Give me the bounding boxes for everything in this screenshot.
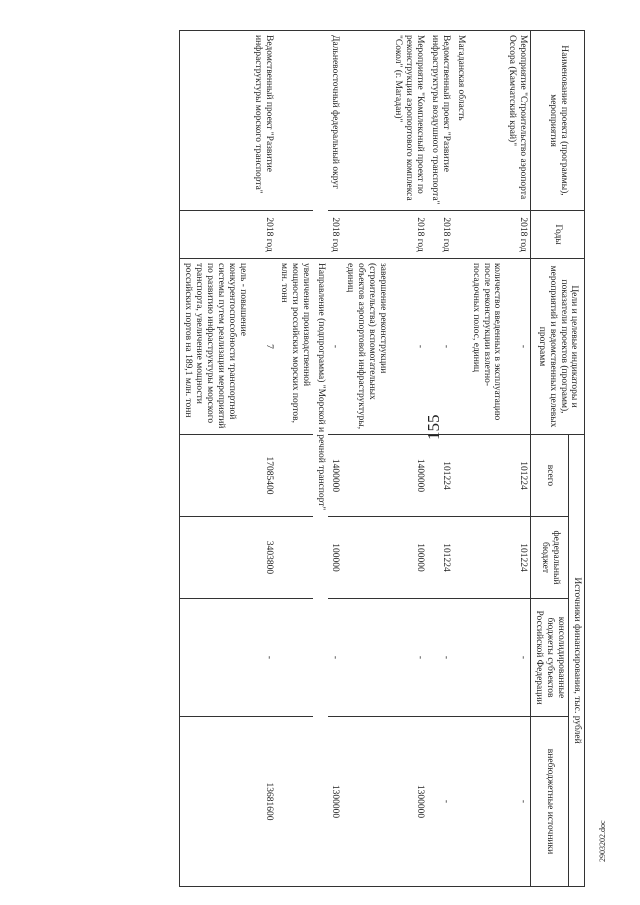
cell-goal: завершение реконструкции (строительства) вспомогательных объектов аэропортовой инфраструктуры, единиц [342,259,390,435]
header-name: Наименование проекта (программы), мероприятия [531,31,585,211]
header-goals: Цели и целевые индикаторы и показатели проектов (программ), мероприятий и ведомственных целевых программ [531,259,585,435]
cell-federal [342,517,390,599]
table-row [390,31,427,887]
page-number: 155 [424,414,443,440]
cell-goal: цель - повышение конкурентоспособности транспортной системы путем реализации мероприятий по развитию инфраструктуры морского транспорта, увеличение мощности российских портов на 189,1 млн. тонн [180,259,250,435]
cell-goal: - [504,259,530,435]
cell-name: Ведомственный проект "Развитие инфраструктуры воздушного транспорта" [427,31,453,211]
cell-name: Дальневосточный федеральный округ [328,31,343,211]
cell-regional: - [250,599,276,717]
section-heading: Направление (подпрограмма) "Морской и речной транспорт" [313,259,328,887]
cell-extra: - [427,717,453,887]
header-sources: Источники финансирования, тыс. рублей [569,435,585,887]
cell-federal: 3403800 [250,517,276,599]
table-row [427,31,453,887]
cell-extra [468,717,505,887]
cell-total: 101224 [427,435,453,517]
cell-name [342,31,390,211]
cell-extra: 1300000 [390,717,427,887]
cell-regional [342,599,390,717]
cell-goal: увеличение производственной мощности российских морских портов, млн. тонн [276,259,313,435]
cell-year [342,211,390,259]
cell-name: Магаданская область [453,31,468,211]
cell-year [276,211,313,259]
cell-goal: количество введенных в эксплуатацию после реконструкции взлетно-посадочных полос, единиц [468,259,505,435]
cell-federal [468,517,505,599]
cell-goal: - [328,259,343,435]
table-row [180,31,250,887]
cell-regional: - [328,599,343,717]
cell-total [180,435,250,517]
cell-extra: - [504,717,530,887]
cell-regional: - [504,599,530,717]
cell-year: 2018 год [328,211,343,259]
cell-year: 2018 год [250,211,276,259]
table-body [180,31,531,887]
table-row [313,31,328,887]
cell-federal: 101224 [504,517,530,599]
table-cell [313,31,328,259]
cell-total [453,435,468,517]
cell-federal: 101224 [427,517,453,599]
cell-year [180,211,250,259]
footer-code: 2903202.doc [598,820,607,862]
table-row [453,31,468,887]
cell-extra: 1300000 [328,717,343,887]
cell-federal [453,517,468,599]
cell-extra: 13681600 [250,717,276,887]
cell-total: 1400000 [328,435,343,517]
cell-extra [453,717,468,887]
cell-federal: 100000 [328,517,343,599]
cell-federal [276,517,313,599]
header-regional: консолидированные бюджеты субъектов Российской Федерации [531,599,569,717]
cell-goal: - [427,259,453,435]
cell-year: 2018 год [504,211,530,259]
cell-name [468,31,505,211]
table-row [328,31,343,887]
cell-total [342,435,390,517]
table-row [276,31,313,887]
cell-regional: - [390,599,427,717]
cell-name [276,31,313,211]
cell-regional: - [427,599,453,717]
financing-table [180,30,586,887]
cell-total [468,435,505,517]
table-row [504,31,530,887]
cell-total: 1400000 [390,435,427,517]
table-row [250,31,276,887]
cell-year: 2018 год [390,211,427,259]
cell-regional [468,599,505,717]
document-page [115,30,585,886]
header-years: Годы [531,211,585,259]
cell-extra [276,717,313,887]
cell-total: 17085400 [250,435,276,517]
cell-federal [180,517,250,599]
cell-goal: - [390,259,427,435]
cell-year: 2018 год [427,211,453,259]
header-total: всего [531,435,569,517]
cell-goal: 7 [250,259,276,435]
cell-regional [276,599,313,717]
cell-year [453,211,468,259]
cell-extra [180,717,250,887]
header-extra: внебюджетные источники [531,717,569,887]
table-row [468,31,505,887]
cell-year [468,211,505,259]
cell-goal [453,259,468,435]
cell-name: Мероприятие "Строительство аэропорта Оссора (Камчатский край)" [504,31,530,211]
header-federal: федеральный бюджет [531,517,569,599]
cell-name: Мероприятие "Комплексный проект по реконструкции аэропортового комплекса "Сокол" (г. Магадан)" [390,31,427,211]
cell-regional [453,599,468,717]
cell-name [180,31,250,211]
cell-regional [180,599,250,717]
cell-federal: 100000 [390,517,427,599]
cell-total [276,435,313,517]
cell-total: 101224 [504,435,530,517]
table-row [342,31,390,887]
cell-extra [342,717,390,887]
cell-name: Ведомственный проект "Развитие инфраструктуры морского транспорта" [250,31,276,211]
